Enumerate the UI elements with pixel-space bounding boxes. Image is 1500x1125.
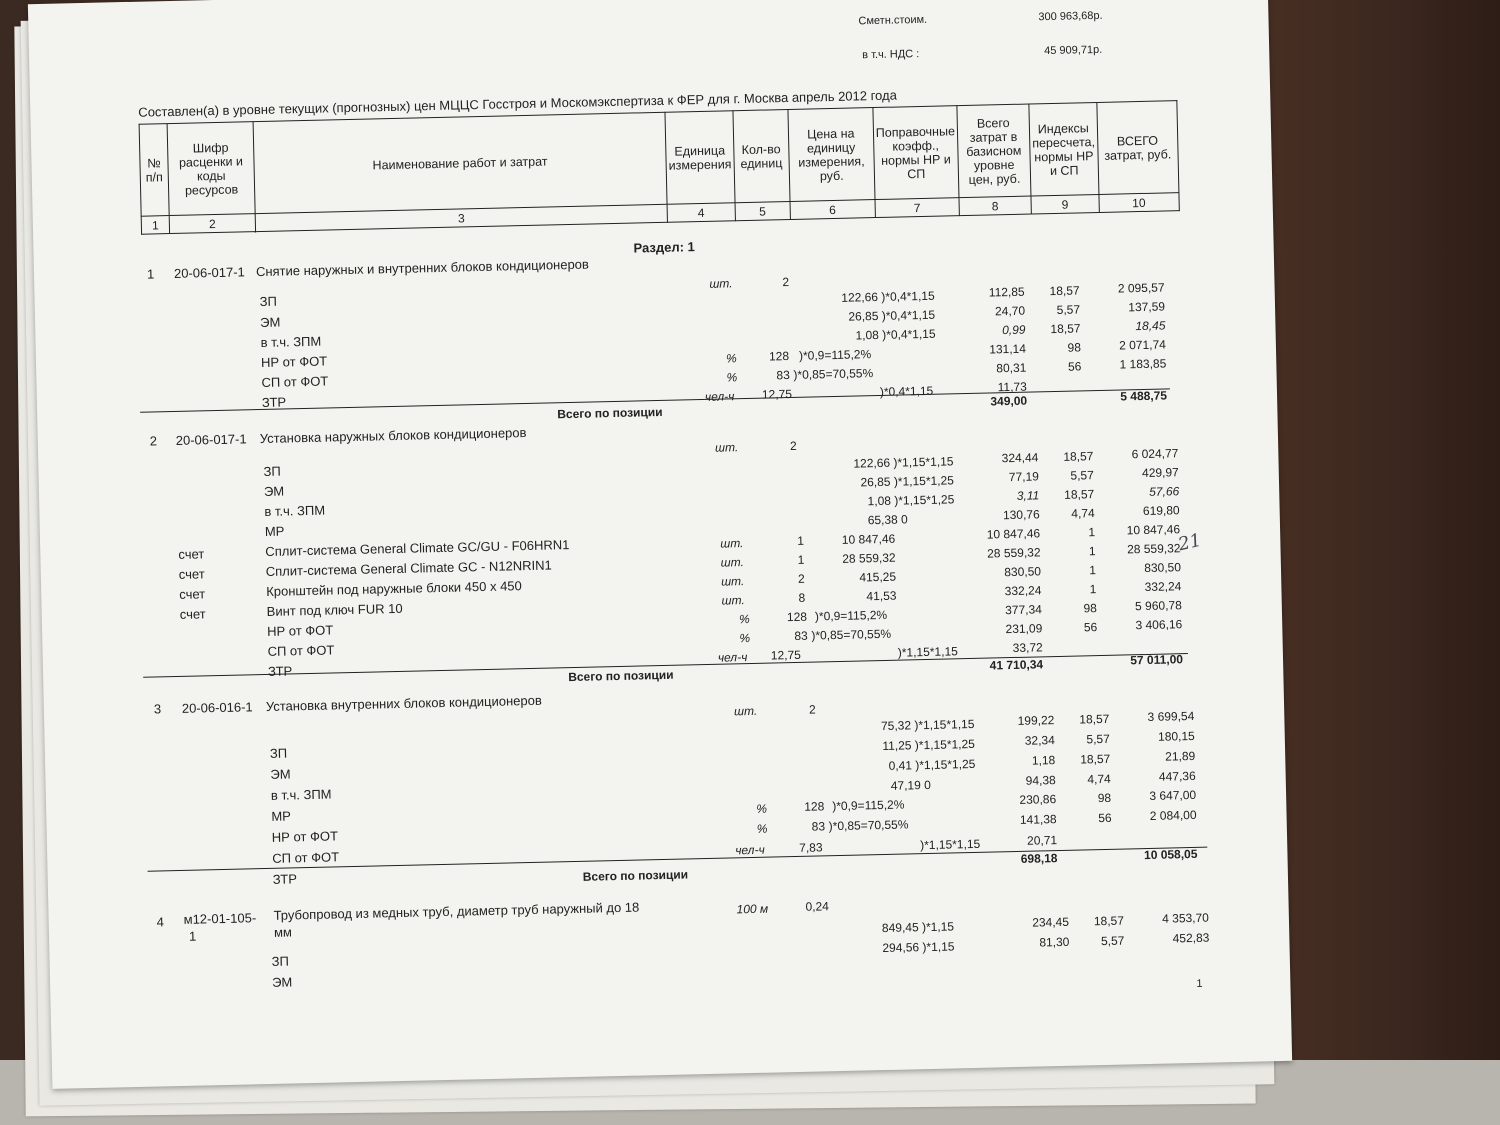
row-unit: шт. bbox=[721, 593, 745, 608]
row-base: 112,85 bbox=[988, 284, 1025, 300]
row-total: 830,50 bbox=[1144, 560, 1182, 576]
col-number: 8 bbox=[959, 196, 1031, 216]
col-number: 9 bbox=[1031, 194, 1099, 214]
item-unit: шт. bbox=[709, 276, 733, 291]
item-name: Установка наружных блоков кондиционеров bbox=[259, 425, 527, 447]
row-code: счет bbox=[179, 586, 206, 602]
row-unit: % bbox=[756, 801, 768, 816]
row-base: 230,86 bbox=[1019, 792, 1057, 807]
row-base: 332,24 bbox=[1004, 583, 1042, 599]
row-label: СП от ФОТ bbox=[267, 642, 335, 659]
row-price: 65,38 0 bbox=[867, 512, 908, 528]
row-total: 2 071,74 bbox=[1118, 337, 1167, 353]
row-unit: % bbox=[739, 630, 751, 646]
row-index: 18,57 bbox=[1079, 711, 1110, 727]
row-index: 18,57 bbox=[1050, 321, 1081, 337]
row-index: 56 bbox=[1083, 620, 1098, 635]
row-base: 11,73 bbox=[997, 379, 1027, 395]
row-label: МР bbox=[271, 808, 292, 824]
row-total: 180,15 bbox=[1157, 728, 1195, 744]
row-price: 294,56 )*1,15 bbox=[882, 939, 955, 956]
row-base: 1,18 bbox=[1031, 753, 1056, 768]
row-index: 1 bbox=[1089, 582, 1097, 597]
vat-label: в т.ч. НДС : bbox=[862, 47, 920, 62]
item-sum-base: 698,18 bbox=[1020, 851, 1058, 866]
row-coef: )*0,9=115,2% bbox=[832, 797, 905, 814]
row-label: ЭМ bbox=[259, 314, 281, 331]
row-label: МР bbox=[264, 523, 285, 539]
row-price: 41,53 bbox=[866, 588, 897, 604]
row-code: счет bbox=[178, 566, 205, 582]
row-index: 1 bbox=[1088, 525, 1096, 540]
row-index: 98 bbox=[1097, 790, 1112, 806]
row-qty: 83 bbox=[794, 628, 808, 643]
row-qty: 128 bbox=[786, 609, 808, 625]
row-unit: чел-ч bbox=[717, 650, 748, 665]
row-coef: )*0,9=115,2% bbox=[798, 347, 872, 363]
cost-value: 300 963,68р. bbox=[1038, 9, 1103, 24]
row-unit: шт. bbox=[720, 574, 745, 589]
row-total: 1 183,85 bbox=[1119, 356, 1167, 372]
row-label: НР от ФОТ bbox=[271, 828, 339, 845]
row-label: ЗТР bbox=[272, 871, 298, 887]
item-number: 4 bbox=[156, 914, 165, 930]
row-price: 26,85 )*1,15*1,25 bbox=[860, 473, 955, 490]
row-qty: 128 bbox=[804, 799, 825, 814]
col-number: 4 bbox=[667, 203, 735, 223]
row-index: 5,57 bbox=[1086, 731, 1110, 747]
col-number: 1 bbox=[141, 216, 169, 235]
cost-label: Сметн.стоим. bbox=[858, 13, 928, 28]
col-header: ВСЕГО затрат, руб. bbox=[1097, 101, 1179, 195]
item-total-label: Всего по позиции bbox=[568, 667, 674, 685]
row-price: 47,19 0 bbox=[890, 777, 931, 793]
row-base: 377,34 bbox=[1004, 602, 1043, 618]
row-code: счет bbox=[179, 606, 206, 622]
row-index: 18,57 bbox=[1063, 449, 1094, 464]
row-base: 0,99 bbox=[1001, 322, 1026, 338]
item-qty: 0,24 bbox=[805, 899, 830, 914]
col-number: 10 bbox=[1099, 193, 1179, 213]
row-price: 415,25 bbox=[859, 569, 897, 585]
row-label: ЗП bbox=[259, 293, 278, 310]
col-header: Шифр расценки и коды ресурсов bbox=[167, 122, 255, 216]
column-header-table bbox=[139, 100, 1180, 235]
row-unit: чел-ч bbox=[704, 389, 735, 404]
item-unit: шт. bbox=[733, 703, 758, 719]
row-base: 10 847,46 bbox=[986, 526, 1041, 542]
row-coef: )*0,85=70,55% bbox=[828, 817, 909, 834]
col-header: Поправочные коэфф., нормы НР и СП bbox=[873, 106, 959, 200]
row-qty: 83 bbox=[811, 819, 826, 834]
row-coef: )*1,15*1,15 bbox=[920, 836, 981, 853]
row-coef: )*0,85=70,55% bbox=[811, 626, 892, 643]
row-base: 130,76 bbox=[1002, 507, 1040, 523]
row-coef: )*0,4*1,15 bbox=[879, 383, 934, 399]
item-code: м12-01-105- bbox=[183, 910, 257, 927]
row-index: 98 bbox=[1083, 601, 1097, 616]
item-qty: 2 bbox=[808, 702, 816, 717]
compiled-note: Составлен(а) в уровне текущих (прогнозных) цен МЦЦС Госстроя и Москомэкспертиза к ФЕР для г. Москва апрель 2012 года bbox=[138, 87, 898, 120]
col-header: Цена на единицу измерения, руб. bbox=[788, 108, 875, 202]
row-label: НР от ФОТ bbox=[260, 353, 328, 371]
row-index: 4,74 bbox=[1087, 771, 1111, 787]
item-sum-total: 5 488,75 bbox=[1120, 388, 1168, 404]
item-code: 20-06-017-1 bbox=[173, 264, 245, 281]
row-label: ЗП bbox=[263, 463, 281, 479]
row-unit: шт. bbox=[720, 555, 745, 570]
row-unit: % bbox=[738, 611, 750, 627]
row-label: Сплит-система General Climate GC - N12NRIN1 bbox=[265, 557, 552, 579]
col-number: 7 bbox=[875, 198, 960, 218]
row-label: СП от ФОТ bbox=[261, 373, 329, 391]
row-price: 28 559,32 bbox=[842, 550, 896, 566]
row-unit: % bbox=[756, 821, 768, 836]
row-qty: 1 bbox=[797, 552, 805, 567]
row-base: 234,45 bbox=[1032, 914, 1070, 930]
row-code: счет bbox=[178, 546, 205, 562]
row-total: 3 406,16 bbox=[1135, 617, 1183, 633]
row-coef: )*0,85=70,55% bbox=[793, 366, 874, 382]
item-sum-base: 41 710,34 bbox=[989, 657, 1044, 673]
row-price: 0,41 )*1,15*1,25 bbox=[888, 756, 976, 773]
item-name: Трубопровод из медных труб, диаметр труб наружный до 18 bbox=[273, 899, 640, 923]
row-label: СП от ФОТ bbox=[272, 849, 340, 866]
row-index: 5,57 bbox=[1056, 302, 1081, 317]
item-code-cont: 1 bbox=[188, 928, 197, 944]
row-price: 26,85 )*0,4*1,15 bbox=[848, 307, 936, 324]
row-qty: 1 bbox=[797, 533, 805, 548]
row-index: 5,57 bbox=[1070, 468, 1094, 483]
row-total: 5 960,78 bbox=[1134, 598, 1182, 614]
item-sum-total: 57 011,00 bbox=[1130, 652, 1184, 668]
row-index: 5,57 bbox=[1100, 933, 1125, 949]
row-qty: 83 bbox=[776, 368, 790, 383]
row-base: 324,44 bbox=[1001, 450, 1039, 466]
row-total: 28 559,32 bbox=[1126, 541, 1181, 557]
row-total: 3 647,00 bbox=[1149, 787, 1197, 803]
item-qty: 2 bbox=[782, 275, 790, 290]
row-total: 332,24 bbox=[1144, 579, 1182, 595]
row-base: 32,34 bbox=[1024, 733, 1055, 748]
row-unit: % bbox=[725, 351, 737, 366]
row-label: ЭМ bbox=[263, 483, 285, 499]
row-label: ЭМ bbox=[270, 766, 291, 782]
col-header: Кол-во единиц bbox=[733, 109, 790, 202]
row-base: 141,38 bbox=[1019, 812, 1057, 827]
item-total-label: Всего по позиции bbox=[557, 404, 663, 422]
item-unit: шт. bbox=[714, 440, 739, 455]
col-number: 2 bbox=[169, 214, 255, 234]
row-total: 6 024,77 bbox=[1131, 446, 1179, 462]
row-index: 98 bbox=[1067, 340, 1082, 355]
row-base: 81,30 bbox=[1039, 934, 1070, 950]
row-price: 122,66 )*1,15*1,15 bbox=[853, 454, 954, 471]
row-price: 1,08 )*1,15*1,25 bbox=[867, 492, 955, 509]
row-label: в т.ч. ЗПМ bbox=[260, 333, 322, 351]
row-total: 4 353,70 bbox=[1162, 910, 1210, 926]
row-base: 94,38 bbox=[1025, 773, 1056, 788]
vat-value: 45 909,71р. bbox=[1044, 43, 1103, 58]
section-title: Раздел: 1 bbox=[633, 239, 695, 256]
row-price: 122,66 )*0,4*1,15 bbox=[841, 288, 935, 305]
col-number: 5 bbox=[735, 201, 790, 220]
row-label: ЗТР bbox=[267, 663, 293, 679]
row-index: 18,57 bbox=[1093, 913, 1125, 929]
row-index: 1 bbox=[1088, 544, 1096, 559]
col-number: 6 bbox=[790, 200, 875, 220]
item-number: 3 bbox=[153, 701, 162, 717]
item-number: 1 bbox=[146, 266, 155, 282]
item-name: Установка внутренних блоков кондиционеров bbox=[265, 692, 542, 714]
row-label: Сплит-система General Climate GC/GU - F06HRN1 bbox=[265, 537, 570, 559]
row-total: 3 699,54 bbox=[1147, 708, 1195, 724]
row-coef: )*0,9=115,2% bbox=[814, 607, 888, 624]
row-total: 447,36 bbox=[1158, 768, 1196, 784]
row-price: 849,45 )*1,15 bbox=[881, 919, 955, 936]
row-total: 21,89 bbox=[1165, 748, 1196, 764]
row-price: 11,25 )*1,15*1,25 bbox=[882, 736, 976, 754]
row-base: 28 559,32 bbox=[987, 545, 1041, 561]
row-total: 452,83 bbox=[1172, 930, 1210, 946]
row-base: 3,11 bbox=[1016, 488, 1040, 503]
row-base: 77,19 bbox=[1008, 469, 1039, 485]
item-sum-total: 10 058,05 bbox=[1143, 846, 1198, 863]
row-index: 56 bbox=[1067, 359, 1082, 374]
col-header: № п/п bbox=[139, 124, 169, 217]
estimate-page bbox=[28, 0, 1292, 1089]
row-label: ЗП bbox=[269, 745, 288, 761]
item-unit: 100 м bbox=[736, 901, 769, 917]
row-qty: 8 bbox=[798, 590, 806, 605]
row-total: 2 095,57 bbox=[1117, 280, 1165, 296]
row-total: 619,80 bbox=[1142, 503, 1180, 519]
row-label: НР от ФОТ bbox=[266, 622, 334, 639]
row-base: 199,22 bbox=[1017, 713, 1055, 728]
row-label: в т.ч. ЗПМ bbox=[264, 502, 326, 519]
row-index: 4,74 bbox=[1071, 506, 1095, 521]
row-total: 18,45 bbox=[1135, 318, 1166, 334]
row-label: Винт под ключ FUR 10 bbox=[266, 600, 403, 619]
row-label: ЗТР bbox=[261, 394, 287, 410]
row-coef: )*1,15*1,15 bbox=[897, 644, 958, 660]
page-number: 1 bbox=[1196, 977, 1203, 990]
row-unit: шт. bbox=[720, 536, 744, 551]
row-qty: 2 bbox=[797, 571, 805, 586]
row-qty: 12,75 bbox=[770, 647, 802, 663]
row-total: 137,59 bbox=[1128, 299, 1166, 315]
row-base: 33,72 bbox=[1012, 640, 1043, 656]
row-label: в т.ч. ЗПМ bbox=[270, 786, 332, 803]
item-total-label: Всего по позиции bbox=[582, 867, 689, 884]
item-code: 20-06-017-1 bbox=[175, 431, 247, 448]
row-base: 830,50 bbox=[1004, 564, 1042, 580]
row-label: ЭМ bbox=[271, 974, 293, 990]
row-label: Кронштейн под наружные блоки 450 x 450 bbox=[266, 578, 522, 599]
row-base: 231,09 bbox=[1005, 621, 1043, 637]
row-label: ЗП bbox=[271, 953, 289, 969]
col-header: Всего затрат в базисном уровне цен, руб. bbox=[957, 104, 1031, 198]
row-total: 10 847,46 bbox=[1126, 522, 1181, 538]
row-qty: 128 bbox=[768, 349, 790, 364]
row-index: 1 bbox=[1089, 563, 1097, 578]
col-header: Индексы пересчета, нормы НР и СП bbox=[1029, 102, 1099, 196]
row-total: 429,97 bbox=[1141, 465, 1179, 481]
row-unit: % bbox=[726, 370, 738, 385]
row-index: 18,57 bbox=[1064, 487, 1095, 502]
row-qty: 7,83 bbox=[799, 840, 823, 855]
col-number: 3 bbox=[255, 204, 667, 231]
row-qty: 12,75 bbox=[761, 386, 793, 402]
item-name: Снятие наружных и внутренних блоков кондиционеров bbox=[255, 256, 590, 280]
item-qty: 2 bbox=[789, 438, 797, 454]
row-base: 20,71 bbox=[1026, 833, 1058, 848]
row-base: 131,14 bbox=[989, 341, 1027, 357]
item-number: 2 bbox=[149, 433, 158, 449]
row-index: 56 bbox=[1098, 810, 1112, 826]
row-price: 1,08 )*0,4*1,15 bbox=[855, 326, 936, 343]
item-code: 20-06-016-1 bbox=[181, 699, 253, 716]
item-sum-base: 349,00 bbox=[990, 393, 1028, 409]
row-base: 80,31 bbox=[996, 360, 1027, 376]
row-index: 18,57 bbox=[1049, 283, 1080, 299]
row-total: 57,66 bbox=[1149, 484, 1180, 499]
handwritten-note: 21 bbox=[1176, 529, 1204, 556]
col-header: Наименование работ и затрат bbox=[253, 112, 667, 213]
row-total: 2 084,00 bbox=[1149, 807, 1197, 823]
row-price: 75,32 )*1,15*1,15 bbox=[880, 716, 975, 734]
row-base: 24,70 bbox=[994, 303, 1026, 319]
row-index: 18,57 bbox=[1080, 751, 1111, 767]
item-name-cont: мм bbox=[273, 924, 293, 940]
col-header: Единица измерения bbox=[665, 111, 735, 205]
row-unit: чел-ч bbox=[735, 842, 765, 858]
row-price: 10 847,46 bbox=[841, 531, 896, 547]
